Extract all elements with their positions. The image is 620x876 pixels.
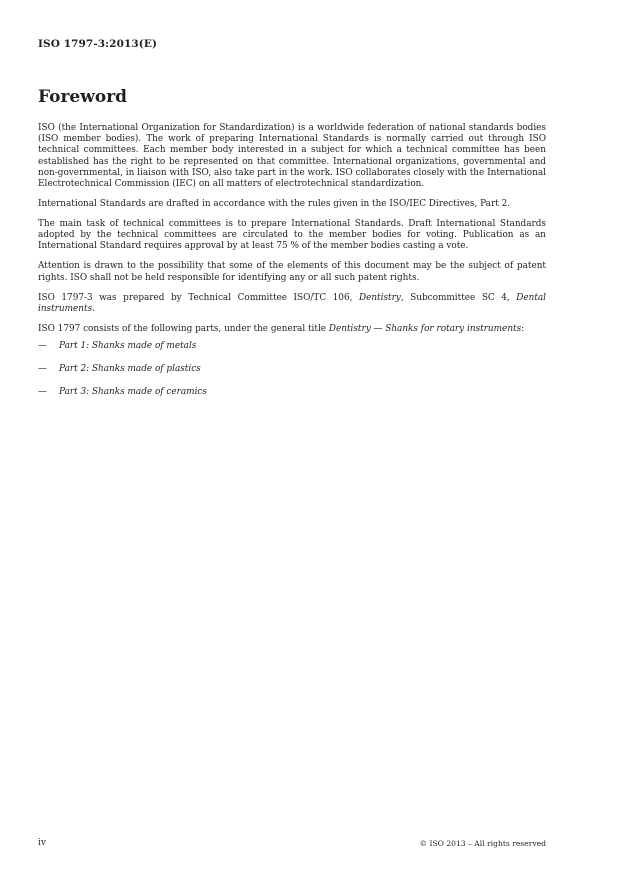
subcommittee-text: , Subcommittee SC 4, — [400, 292, 517, 303]
list-dash: — — [38, 363, 47, 374]
part-3-title: Part 3: Shanks made of ceramics — [59, 386, 207, 397]
part-1-title: Part 1: Shanks made of metals — [59, 341, 197, 352]
document-id: ISO 1797-3:2013(E) — [38, 38, 158, 50]
paragraph-patent-rights: Attention is drawn to the possibility that some of the elements of this document may be the subject of patent rights. ISO shall not be held responsible for identifying any or all such patent rights. — [38, 261, 546, 283]
committee-name: Dentistry — [358, 292, 401, 303]
list-item-part-3 — [38, 387, 546, 398]
list-dash: — — [38, 386, 47, 397]
paragraph-technical-committees: The main task of technical committees is to prepare International Standards. Draft International Standards adopted by the technical committees are circulated to the member bodies for voting. Publication as an International Standard requires approval by at least 75 % of the member bodies casting a vote. — [38, 219, 546, 252]
colon: : — [521, 323, 525, 334]
list-dash: — — [38, 341, 47, 352]
paragraph-iso-organization: ISO (the International Organization for Standardization) is a worldwide federation of national standards bodies (ISO member bodies). The work of preparing International Standards is normally carried out through ISO technical committees. Each member body interested in a subject for which a technical committee has been established has the right to be represented on that committee. International organizations, governmental and non-governmental, in liaison with ISO, also take part in the work. ISO collaborates closely with the International Electrotechnical Commission (IEC) on all matters of electrotechnical standardization. — [38, 123, 546, 190]
part-2-title: Part 2: Shanks made of plastics — [59, 363, 201, 374]
paragraph-directives: International Standards are drafted in accordance with the rules given in the ISO/IEC Directives, Part 2. — [38, 199, 511, 210]
general-title: Dentistry — Shanks for rotary instruments — [328, 323, 522, 334]
paragraph-parts-intro — [38, 324, 546, 335]
parts-intro-text: ISO 1797 consists of the following parts, under the general title — [38, 323, 329, 334]
prepared-by-text: ISO 1797-3 was prepared by Technical Committee ISO/TC 106, — [38, 292, 359, 303]
list-item-part-2 — [38, 364, 546, 375]
period: . — [92, 303, 95, 314]
copyright-notice: © ISO 2013 – All rights reserved — [419, 839, 546, 848]
page-title: Foreword — [38, 87, 128, 107]
paragraph-prepared-by — [38, 293, 546, 315]
subcommittee-name: Dental instruments — [38, 292, 547, 314]
foreword-body — [38, 123, 546, 409]
page-number: iv — [38, 838, 46, 848]
list-item-part-1 — [38, 341, 546, 352]
